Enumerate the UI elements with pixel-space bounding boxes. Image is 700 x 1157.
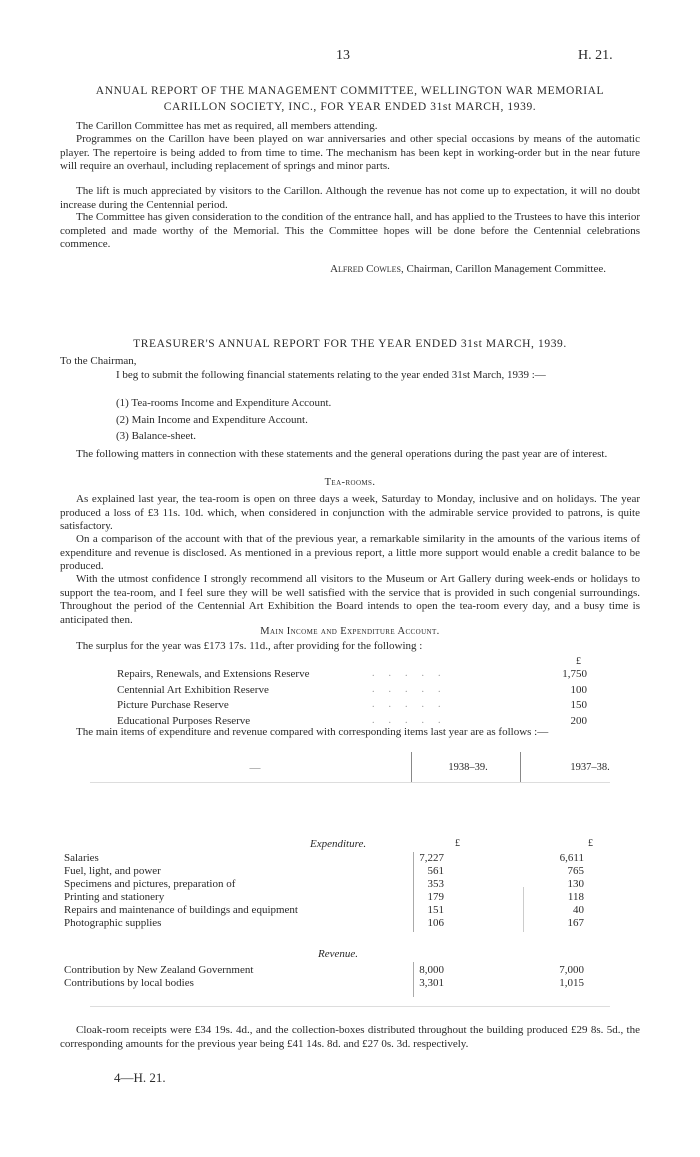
value-1938-39: 3,301 (419, 977, 444, 989)
currency-col1: £ (455, 838, 460, 849)
reserve-row: Educational Purposes Reserve ..... 200 (117, 714, 587, 727)
value-1937-38: 40 (573, 904, 584, 916)
table-row (64, 917, 604, 930)
value-1937-38: 6,611 (559, 852, 584, 864)
paragraph: The Committee has given consideration to the condition of the entrance hall, and has applied to the Trustees to have this interior completed and made worthy of the Memorial. This the Committee hopes will be done before the Centennial celebrations commence. (60, 211, 640, 250)
printer-signature-mark: 4—H. 21. (114, 1070, 166, 1085)
row-label: Fuel, light, and power (64, 865, 161, 877)
title-line-1: ANNUAL REPORT OF THE MANAGEMENT COMMITTEE, WELLINGTON WAR MEMORIAL (95, 85, 605, 97)
list-item: (1) Tea-rooms Income and Expenditure Account. (116, 397, 332, 409)
list-item: (2) Main Income and Expenditure Account. (116, 413, 308, 426)
paragraph: On a comparison of the account with that of the previous year, a remarkable similarity in the amounts of the various items of expenditure and revenue is disclosed. As mentioned in a previous report, a little more support would enable a credit balance to be produced. (60, 533, 640, 572)
value-1938-39: 353 (427, 878, 444, 890)
paragraph: The Carillon Committee has met as required, all members attending. (76, 120, 378, 132)
page-number: 13 (336, 48, 350, 63)
row-label: Contribution by New Zealand Government (64, 964, 254, 976)
paragraph: The lift is much appreciated by visitors to the Carillon. Although the revenue has not come up to expectation, it will no doubt increase during the Centennial period. (60, 185, 640, 211)
expenditure-heading: Expenditure. (310, 838, 367, 850)
value-1937-38: 7,000 (559, 964, 584, 976)
reserve-row: Picture Purchase Reserve ..... 150 (117, 699, 587, 711)
table-row (64, 964, 604, 977)
currency-col2: £ (588, 838, 593, 849)
reserve-label: Repairs, Renewals, and Extensions Reserve (117, 668, 310, 680)
value-1937-38: 167 (567, 917, 584, 929)
reserve-value: 1,750 (562, 668, 587, 680)
reserve-label: Educational Purposes Reserve (117, 714, 251, 727)
reserve-value: 200 (570, 714, 587, 727)
section-heading-main-account: Main Income and Expenditure Account. (260, 626, 440, 637)
list-item: (3) Balance-sheet. (116, 430, 197, 442)
value-1938-39: 106 (427, 917, 444, 929)
signatory-title: , Chairman, Carillon Management Committee. (401, 263, 606, 275)
table-row (64, 865, 604, 878)
value-1937-38: 130 (567, 878, 584, 890)
table-row (64, 977, 604, 990)
row-label: Salaries (64, 852, 99, 864)
signature-line (60, 263, 606, 275)
reserve-value: 150 (570, 699, 587, 711)
table-header-1938-39: 1938–39. (448, 762, 488, 773)
paragraph: As explained last year, the tea-room is open on three days a week, Saturday to Monday, inclusive and on holidays. The year produced a loss of £3 11s. 10d. which, when considered in conjunction with the admirable service provided to patrons, is quite satisfactory. (60, 493, 640, 532)
row-label: Photographic supplies (64, 917, 162, 929)
reserve-label: Picture Purchase Reserve (117, 699, 229, 711)
table-row (64, 904, 604, 917)
paragraph: The following matters in connection with these statements and the general operations during the past year are of interest. (76, 448, 608, 460)
paragraph: With the utmost confidence I strongly recommend all visitors to the Museum or Art Gallery during week-ends or holidays to support the tea-room, and I feel sure they will be well satisfied with the service that is provided in such congenial surroundings. Throughout the period of the Centennial Art Exhibition the Board intends to open the tea-room every day, and a busy time is anticipated then. (60, 573, 640, 626)
row-label: Printing and stationery (64, 891, 165, 903)
paragraph: Programmes on the Carillon have been played on war anniversaries and other special occasions by means of the automatic player. The repertoire is being added to from time to time. The mechanism has been kept in working-order but in the near future will require an overhaul, including replacement of springs and minor parts. (60, 133, 640, 172)
salutation: To the Chairman, (60, 355, 137, 367)
reserve-value: 100 (570, 683, 587, 696)
reserve-row: Centennial Art Exhibition Reserve ..... 100 (117, 683, 587, 696)
table-row (64, 852, 604, 865)
paragraph: The main items of expenditure and revenue compared with corresponding items last year are as follows :— (76, 726, 549, 738)
table-row (64, 878, 604, 891)
reserve-label: Centennial Art Exhibition Reserve (117, 683, 269, 696)
row-label: Specimens and pictures, preparation of (64, 878, 236, 890)
reserve-row: Repairs, Renewals, and Extensions Reserve ..... 1,750 (117, 668, 587, 680)
parliamentary-paper-ref: H. 21. (578, 48, 613, 63)
section-heading-tea-rooms: Tea-rooms. (324, 477, 376, 488)
signatory-name: Alfred Cowles (330, 263, 402, 275)
title-line-2: CARILLON SOCIETY, INC., FOR YEAR ENDED 31st MARCH, 1939. (163, 101, 537, 113)
value-1938-39: 151 (427, 904, 444, 916)
paragraph: The surplus for the year was £173 17s. 11d., after providing for the following : (76, 640, 423, 652)
value-1938-39: 8,000 (419, 964, 444, 976)
row-label: Repairs and maintenance of buildings and equipment (64, 904, 298, 916)
value-1938-39: 561 (427, 865, 444, 877)
value-1937-38: 118 (567, 891, 584, 903)
table-row (64, 891, 604, 904)
value-1937-38: 1,015 (559, 977, 584, 989)
revenue-heading: Revenue. (318, 948, 358, 960)
treasurer-report-title: TREASURER'S ANNUAL REPORT FOR THE YEAR ENDED 31st MARCH, 1939. (133, 338, 567, 350)
table-header-1937-38: 1937–38. (570, 762, 610, 773)
intro-paragraph: I beg to submit the following financial statements relating to the year ended 31st March, 1939 :— (116, 369, 546, 381)
table-header-blank: — (249, 762, 261, 774)
row-label: Contributions by local bodies (64, 977, 194, 989)
value-1938-39: 7,227 (419, 852, 444, 864)
committee-report-title (60, 83, 640, 115)
statement-list (116, 395, 331, 445)
currency-symbol: £ (576, 656, 581, 667)
value-1937-38: 765 (567, 865, 584, 877)
reserves-list (117, 656, 587, 730)
value-1938-39: 179 (427, 891, 444, 903)
closing-paragraph: Cloak-room receipts were £34 19s. 4d., and the collection-boxes distributed throughout the building produced £29 8s. 5d., the corresponding amounts for the previous year being £41 14s. 8d. and £27 0s. 3d. respectively. (60, 1024, 640, 1050)
